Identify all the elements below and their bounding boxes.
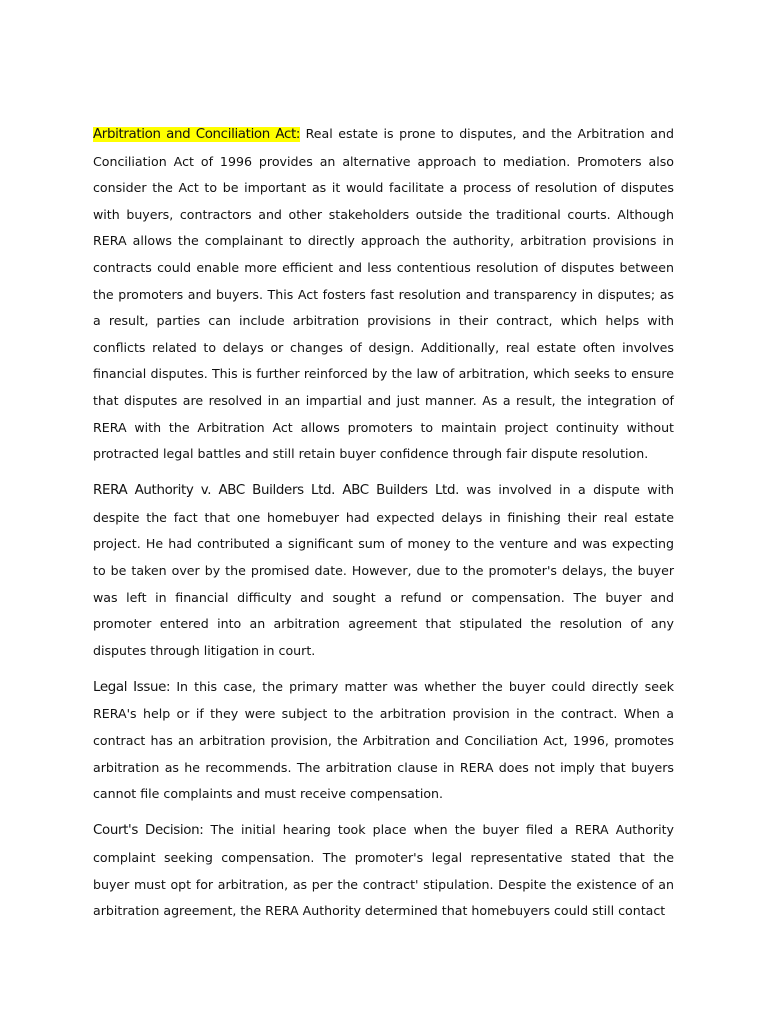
paragraph-heading: RERA Authority v. ABC Builders Ltd. ABC Builders Ltd. bbox=[93, 483, 460, 499]
document-page bbox=[93, 121, 674, 934]
paragraph-body: In this case, the primary matter was whether the buyer could directly seek RERA's help or if they were subject to the arbitration provision in the contract. When a contract has an arbitration provision, the Arbitration and Conciliation Act, 1996, promotes arbitration as he recommends. The arbitration clause in RERA does not imply that buyers cannot file complaints and must receive compensation. bbox=[93, 678, 674, 802]
paragraph-heading-highlighted: Arbitration and Conciliation Act: bbox=[93, 127, 301, 142]
paragraph-body: The initial hearing took place when the buyer filed a RERA Authority complaint seeking compensation. The promoter's legal representative stated that the buyer must opt for arbitration, as per the contract' stipulation. Despite the existence of an arbitration agreement, the RERA Authority determined that homebuyers could still contact bbox=[93, 822, 674, 919]
paragraph-body: Real estate is prone to disputes, and the Arbitration and Conciliation Act of 1996 provides an alternative approach to mediation. Promoters also consider the Act to be important as it would facilitate a process of resolution of disputes with buyers, contractors and other stakeholders outside the traditional courts. Although RERA allows the complainant to directly approach the authority, arbitration provisions in contracts could enable more efficient and less contentious resolution of disputes between the promoters and buyers. This Act fosters fast resolution and transparency in disputes; as a result, parties can include arbitration provisions in their contract, which helps with conflicts related to delays or changes of design. Additionally, real estate often involves financial disputes. This is further reinforced by the law of arbitration, which seeks to ensure that disputes are resolved in an impartial and just manner. As a result, the integration of RERA with the Arbitration Act allows promoters to maintain project continuity without protracted legal battles and still retain buyer confidence through fair dispute resolution. bbox=[93, 126, 674, 462]
paragraph-heading: Court's Decision: bbox=[93, 823, 204, 839]
paragraph-body: was involved in a dispute with despite the fact that one homebuyer had expected delays in finishing their real estate project. He had contributed a significant sum of money to the venture and was expecting to be taken over by the promised date. However, due to the promoter's delays, the buyer was left in financial difficulty and sought a refund or compensation. The buyer and promoter entered into an arbitration agreement that stipulated the resolution of any disputes through litigation in court. bbox=[93, 482, 674, 658]
paragraph-courts-decision bbox=[93, 817, 674, 924]
paragraph-arbitration-act bbox=[93, 121, 674, 468]
paragraph-case-rera-vs-abc bbox=[93, 477, 674, 664]
paragraph-heading: Legal Issue: bbox=[93, 679, 171, 695]
paragraph-legal-issue bbox=[93, 674, 674, 808]
